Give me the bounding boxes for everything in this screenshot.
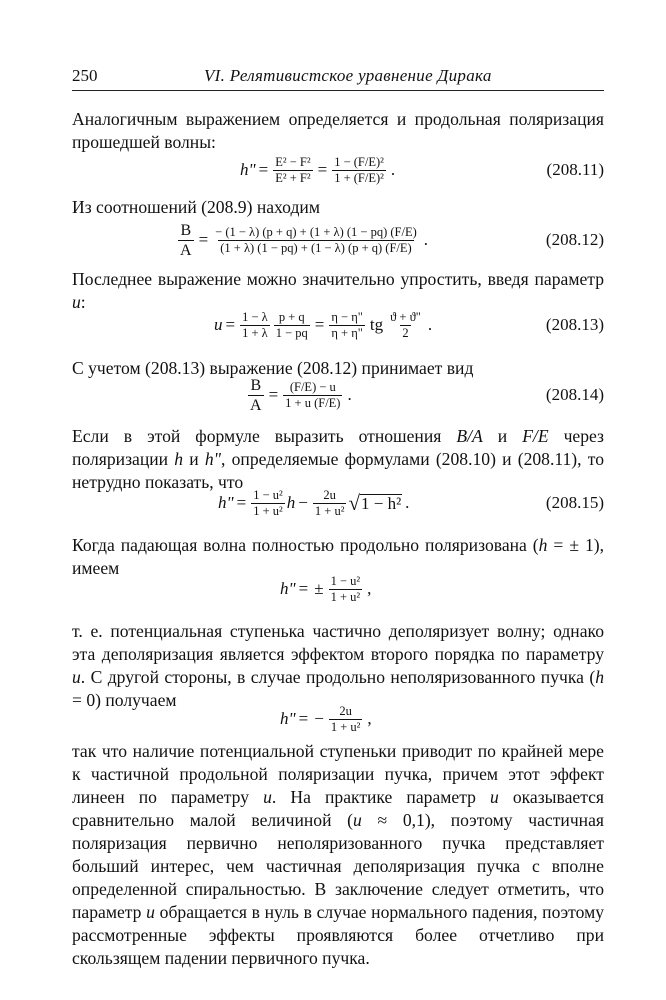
eq12-lhs: $\frac{B}{A}$ — [180, 221, 192, 259]
equation-number: (208.11) — [546, 160, 604, 179]
eq11-frac-2: $\frac{\text{1 − (F/E)²}}{\text{1 + (F/E)²}}$ — [334, 154, 384, 185]
equation-208-13: u = $\frac{1 - \lambda}{1 + \lambda}$ $\frac{p + q}{1 - pq}$ = $\frac{\eta - \eta"}{\eta + \eta"}$ tg $\frac{ϑ + ϑ"}{2}$ . (208.13) — [72, 303, 604, 347]
equation-h-full-polarization: h" = ± $\frac{\text{1 − u²}}{\text{1 + u²}}$ , — [280, 573, 372, 604]
eq16-lhs: h" — [280, 579, 296, 598]
eq13-frac-2: $\frac{p + q}{1 - pq}$ — [275, 309, 308, 340]
equation-number: (208.14) — [545, 385, 604, 404]
eq11-lhs: h" — [240, 160, 256, 179]
eq13-lhs: u — [214, 315, 223, 334]
eq15-frac-1: $\frac{\text{1 − u²}}{\text{1 + u²}}$ — [253, 487, 283, 518]
equation-208-11: h" = $\frac{\text{E² − F²}}{\text{E² + F²}}$ = $\frac{\text{1 − (F/E)²}}{\text{1 + (F/E)²}}$ . (208.11) — [72, 148, 604, 192]
running-header — [72, 66, 604, 88]
eq17-lhs: h" — [280, 709, 296, 728]
eq17-frac: $\frac{2u}{\text{1 + u²}}$ — [330, 703, 361, 734]
sqrt-sign: √ — [348, 490, 360, 515]
equation-h-unpolarized: h" = − $\frac{2u}{\text{1 + u²}}$ , — [280, 703, 372, 734]
eq13-frac-1: $\frac{1 - \lambda}{1 + \lambda}$ — [242, 309, 268, 340]
paragraph-3: Последнее выражение можно значительно упростить, введя параметр u: — [72, 269, 604, 312]
eq11-frac-1: $\frac{\text{E² − F²}}{\text{E² + F²}}$ — [275, 154, 311, 185]
equation-208-15: h" = $\frac{\text{1 − u²}}{\text{1 + u²}}$ h − $\frac{2u}{\text{1 + u²}}$ √ 1 − h² . (208.15) — [72, 481, 604, 525]
eq14-frac: $\frac{(F/E) - u}{1 + u (F/E)}$ — [285, 379, 341, 410]
paragraph-8: так что наличие потенциальной ступеньки приводит по крайней мере к частичной продольной поляризации пучка, причем этот эффект линеен по параметру u. На практике параметр u оказывается сравнительно малой величиной (u ≈ 0,1), поэтому частичная поляризация первично неполяризованного пучка представляет больший интерес, чем частичная деполяризация пучка с вполне определенной спиральностью. В заключение следует отметить, что параметр u обращается в нуль в случае нормального падения, поэтому рассмотренные эффекты проявляются более отчетливо при скользящем падении первичного пучка. — [72, 741, 604, 968]
equation-number: (208.15) — [545, 493, 604, 512]
eq12-frac: $\frac{- (1 - \lambda) (p + q) + (1 + \lambda) (1 - pq) (F/E)}{(1 + \lambda) (1 - pq) + (1 - \lambda) (p + q) (F/E)}$ — [215, 224, 417, 255]
running-title: VI. Релятивистское уравнение Дирака — [204, 66, 492, 85]
eq14-lhs: $\frac{B}{A}$ — [250, 376, 262, 414]
paragraph-7: т. е. потенциальная ступенька частично деполяризует волну; однако эта деполяризация является эффектом второго порядка по параметру u. С другой стороны, в случае продольно неполяризованного пучка (h = 0) получаем — [72, 621, 604, 710]
paragraph-6: Когда падающая волна полностью продольно поляризована (h = ± 1), имеем — [72, 535, 604, 578]
header-rule — [72, 90, 604, 91]
equation-208-12: $\frac{B}{A}$ = $\frac{- (1 - \lambda) (p + q) + (1 + \lambda) (1 - pq) (F/E)}{(1 + \lambda) (1 - pq) + (1 - \lambda) (p + q) (F/E)}$ . (208.12) — [72, 218, 604, 262]
paragraph-4: С учетом (208.13) выражение (208.12) принимает вид — [72, 358, 474, 378]
paragraph-2: Из соотношений (208.9) находим — [72, 197, 320, 217]
paragraph-5: Если в этой формуле выразить отношения B/A и F/E через поляризации h и h", определяемые формулами (208.10) и (208.11), то нетрудно показать, что — [72, 426, 605, 492]
equation-208-14: $\frac{B}{A}$ = $\frac{(F/E) - u}{1 + u (F/E)}$ . (208.14) — [72, 373, 604, 417]
paragraph-1: Аналогичным выражением определяется и продольная поляризация прошедшей волны: — [72, 109, 604, 152]
equation-number: (208.12) — [545, 230, 604, 249]
eq16-frac: $\frac{\text{1 − u²}}{\text{1 + u²}}$ — [330, 573, 361, 604]
eq15-frac-2: $\frac{2u}{\text{1 + u²}}$ — [314, 487, 345, 518]
equation-number: (208.13) — [545, 315, 604, 334]
eq15-lhs: h" — [218, 493, 234, 512]
eq13-frac-4: $\frac{ϑ + ϑ"}{2}$ — [390, 309, 421, 340]
eq15-radicand: 1 − h² — [360, 494, 402, 513]
page-number: 250 — [72, 66, 98, 85]
eq13-frac-3: $\frac{\eta - \eta"}{\eta + \eta"}$ — [331, 309, 363, 340]
